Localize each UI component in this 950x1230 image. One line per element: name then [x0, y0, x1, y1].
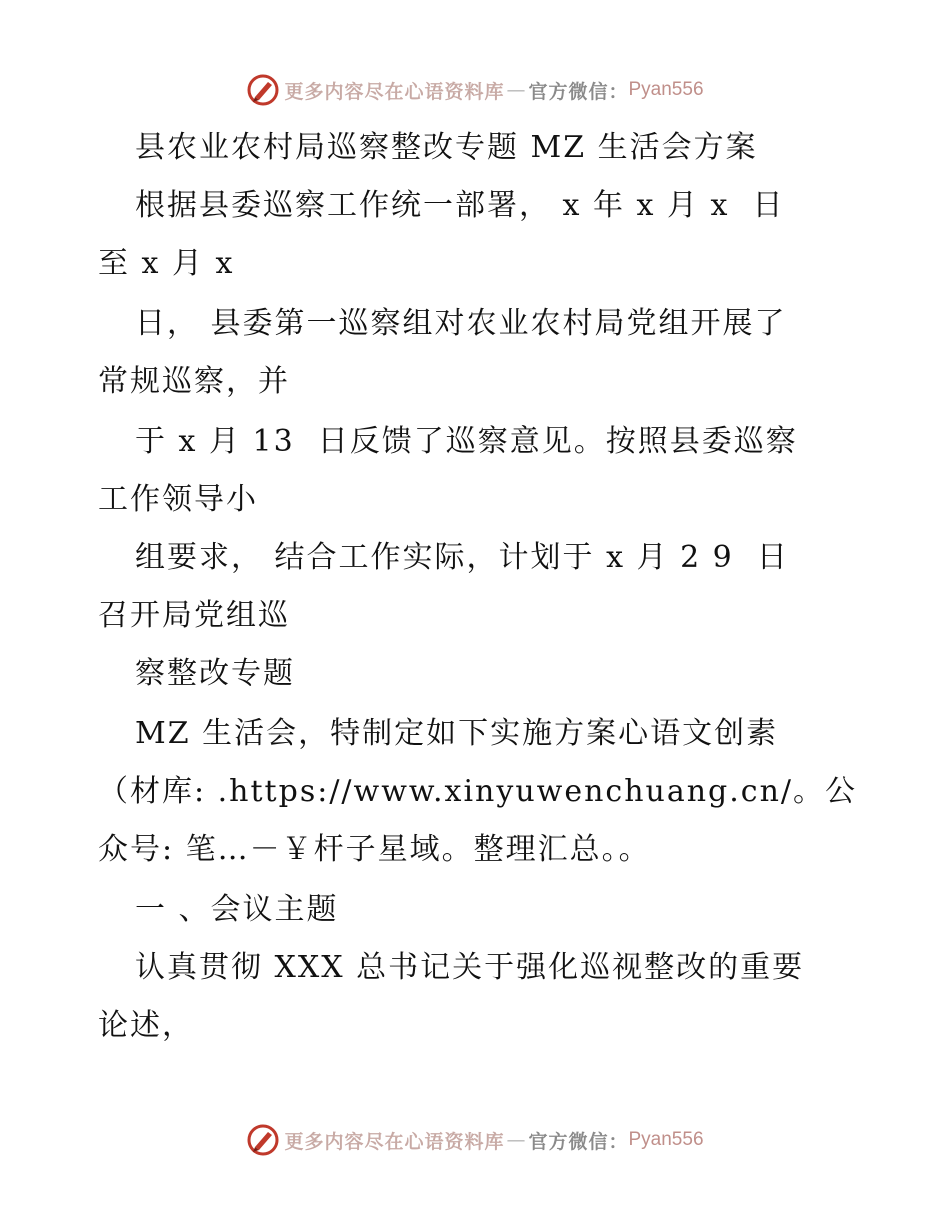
header-watermark-banner [0, 70, 950, 110]
banner-wechat-label: 官方微信： [528, 80, 629, 103]
banner-dash: — [506, 79, 527, 101]
doc-line-9: 察整改专题 [135, 656, 295, 691]
doc-line-14: 认真贯彻 XXX 总书记关于强化巡视整改的重要 [135, 950, 805, 985]
doc-line-12: 众号: 笔…－￥杆子星域。整理汇总。。 [98, 832, 651, 867]
banner-wechat-id: Pyan556 [628, 79, 704, 100]
doc-line-8: 召开局党组巡 [98, 598, 290, 633]
doc-line-3: 日， 县委第一巡察组对农业农村局党组开展了 [135, 306, 787, 341]
doc-line-11: （材库: .https://www.xinyuwenchuang.cn/。公 [98, 774, 858, 809]
banner-main-text: 更多内容尽在心语资料库 [284, 1130, 505, 1153]
doc-line-5: 于 x 月 13 日反馈了巡察意见。按照县委巡察 [135, 424, 798, 459]
footer-watermark-banner [0, 1120, 950, 1160]
doc-line-15: 论述， [98, 1008, 194, 1043]
doc-line-2: 至 x 月 x [98, 246, 235, 281]
pen-logo-icon [246, 1123, 280, 1157]
banner-main-text: 更多内容尽在心语资料库 [284, 80, 505, 103]
section-heading-1: 一 、会议主题 [135, 892, 339, 927]
doc-title: 县农业农村局巡察整改专题 MZ 生活会方案 [135, 130, 758, 165]
pen-logo-icon [246, 73, 280, 107]
doc-line-1: 根据县委巡察工作统一部署， x 年 x 月 x 日 [135, 188, 785, 223]
banner-wechat-id: Pyan556 [628, 1129, 704, 1150]
doc-line-7: 组要求， 结合工作实际，计划于 x 月 2 9 日 [135, 540, 789, 575]
banner-wechat-label: 官方微信： [528, 1130, 629, 1153]
doc-line-10: MZ 生活会，特制定如下实施方案心语文创素 [135, 716, 779, 751]
doc-line-4: 常规巡察，并 [98, 364, 290, 399]
doc-line-6: 工作领导小 [98, 482, 258, 517]
banner-dash: — [506, 1129, 527, 1151]
